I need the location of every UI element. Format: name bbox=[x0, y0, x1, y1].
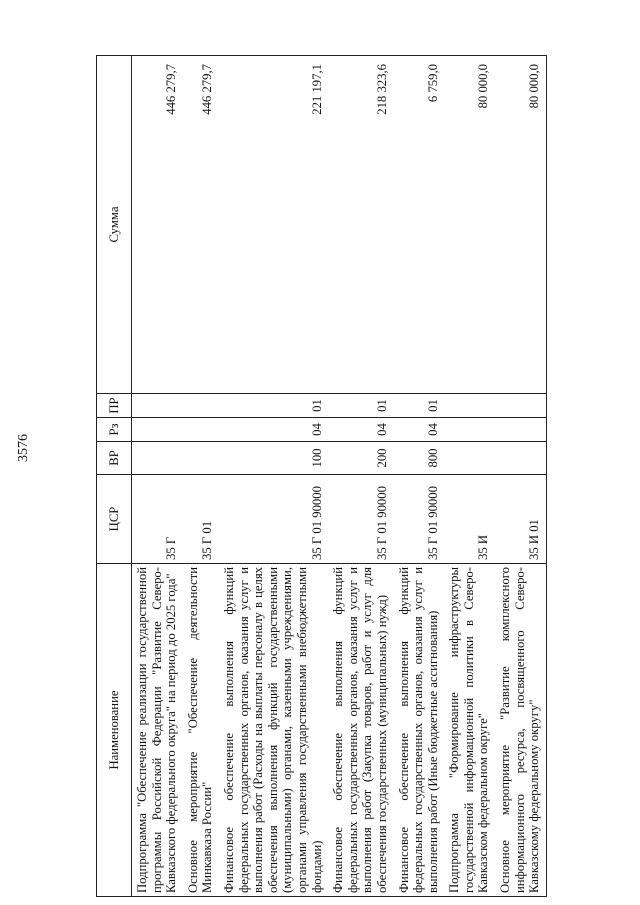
row-csr: 35 Г bbox=[132, 475, 183, 564]
header-sum: Сумма bbox=[97, 56, 132, 394]
row-sum: 446 279,7 bbox=[132, 56, 183, 394]
row-pr bbox=[444, 394, 495, 418]
row-rz bbox=[495, 418, 546, 442]
table-row bbox=[495, 56, 546, 897]
row-pr bbox=[183, 394, 219, 418]
row-vr: 100 bbox=[219, 442, 328, 475]
header-vr: ВР bbox=[97, 442, 132, 475]
row-sum: 6 759,0 bbox=[394, 56, 445, 394]
table-row bbox=[183, 56, 219, 897]
row-name: Основное мероприятие "Развитие комплексного информационного ресурса, посвященного Северо-Кавказскому федеральному округу" bbox=[495, 564, 546, 897]
table-row bbox=[444, 56, 495, 897]
table-row bbox=[328, 56, 393, 897]
row-name: Подпрограмма "Формирование инфраструктуры государственной информационной политики в Северо-Кавказском федеральном округе" bbox=[444, 564, 495, 897]
header-csr: ЦСР bbox=[97, 475, 132, 564]
header-name: Наименование bbox=[97, 564, 132, 897]
row-vr bbox=[132, 442, 183, 475]
row-rz: 04 bbox=[394, 418, 445, 442]
budget-table bbox=[96, 55, 547, 897]
row-sum: 218 323,6 bbox=[328, 56, 393, 394]
row-sum: 80 000,0 bbox=[495, 56, 546, 394]
row-csr: 35 Г 01 bbox=[183, 475, 219, 564]
row-vr bbox=[183, 442, 219, 475]
row-rz bbox=[183, 418, 219, 442]
row-csr: 35 Г 01 90000 bbox=[219, 475, 328, 564]
budget-table-rotated bbox=[96, 56, 615, 897]
row-name: Финансовое обеспечение выполнения функций федеральных государственных органов, оказания услуг и выполнения работ (Расходы на выплаты персоналу в целях обеспечения выполнения функций государственными (муниципальными) органами, казенными учреждениями, органами управления государственными внебюджетными фондами) bbox=[219, 564, 328, 897]
header-rz: Рз bbox=[97, 418, 132, 442]
row-name: Финансовое обеспечение выполнения функций федеральных государственных органов, оказания услуг и выполнения работ (Иные бюджетные ассигнования) bbox=[394, 564, 445, 897]
row-csr: 35 И 01 bbox=[495, 475, 546, 564]
page-number: 3576 bbox=[16, 434, 31, 462]
row-name: Основное мероприятие "Обеспечение деятельности Минкавказа России" bbox=[183, 564, 219, 897]
row-csr: 35 Г 01 90000 bbox=[394, 475, 445, 564]
row-pr: 01 bbox=[328, 394, 393, 418]
row-vr: 800 bbox=[394, 442, 445, 475]
row-rz: 04 bbox=[328, 418, 393, 442]
row-pr bbox=[132, 394, 183, 418]
row-name: Подпрограмма "Обеспечение реализации государственной программы Российской Федерации "Развитие Северо-Кавказского федерального округа" на период до 2025 года" bbox=[132, 564, 183, 897]
row-csr: 35 И bbox=[444, 475, 495, 564]
row-vr: 200 bbox=[328, 442, 393, 475]
row-rz: 04 bbox=[219, 418, 328, 442]
row-sum: 446 279,7 bbox=[183, 56, 219, 394]
header-row bbox=[97, 56, 132, 897]
row-vr bbox=[495, 442, 546, 475]
row-name: Финансовое обеспечение выполнения функций федеральных государственных органов, оказания услуг и выполнения работ (Закупка товаров, работ и услуг для обеспечения государственных (муниципальных) нужд) bbox=[328, 564, 393, 897]
row-rz bbox=[444, 418, 495, 442]
header-pr: ПР bbox=[97, 394, 132, 418]
row-pr: 01 bbox=[394, 394, 445, 418]
row-csr: 35 Г 01 90000 bbox=[328, 475, 393, 564]
table-row bbox=[132, 56, 183, 897]
row-pr bbox=[495, 394, 546, 418]
row-sum: 221 197,1 bbox=[219, 56, 328, 394]
row-pr: 01 bbox=[219, 394, 328, 418]
table-row bbox=[394, 56, 445, 897]
row-sum: 80 000,0 bbox=[444, 56, 495, 394]
table-row bbox=[219, 56, 328, 897]
row-rz bbox=[132, 418, 183, 442]
row-vr bbox=[444, 442, 495, 475]
